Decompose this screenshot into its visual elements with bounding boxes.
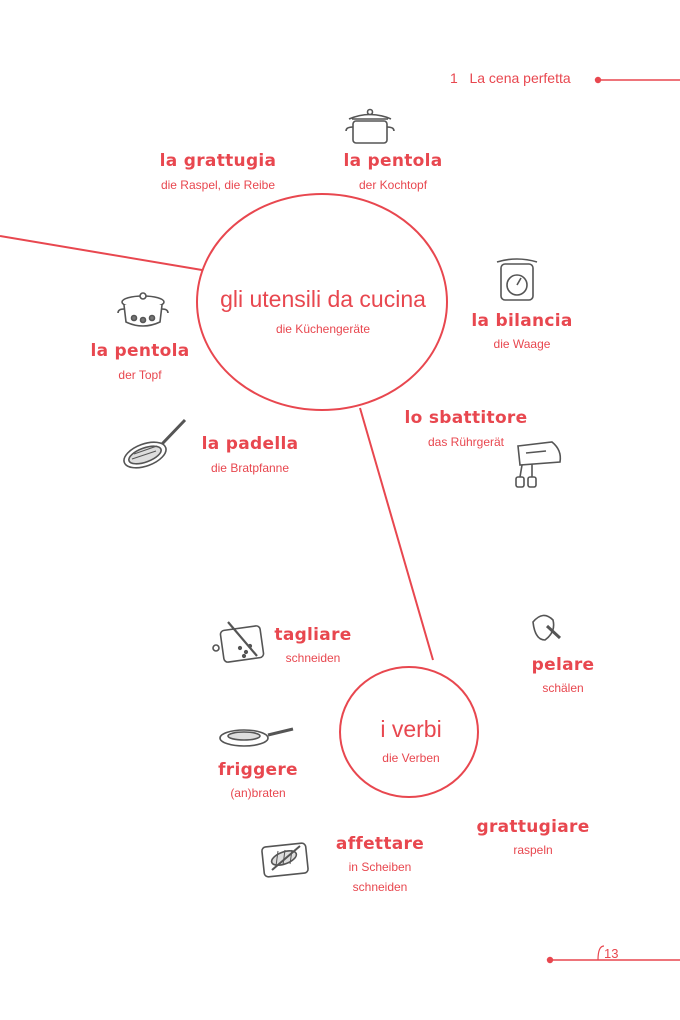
vocab-translation: schälen <box>542 681 584 695</box>
frying-pan-icon <box>220 729 293 746</box>
vocab-translation: die Raspel, die Reibe <box>160 178 276 192</box>
hand-mixer-icon <box>516 442 560 487</box>
vocab-word: affettare <box>335 834 425 854</box>
connector-line <box>360 408 433 660</box>
vocab-word: la pentola <box>343 151 443 171</box>
page-number: 13 <box>604 946 619 961</box>
vocab-translation: raspeln <box>513 843 553 857</box>
vocab-word: la pentola <box>90 341 190 361</box>
kitchen-scale-icon <box>497 259 537 300</box>
vocab-word: tagliare <box>274 625 352 645</box>
cooking-pot-icon <box>118 293 168 326</box>
vocab-translation: das Rührgerät <box>427 435 505 449</box>
vocab-translation: der Topf <box>118 368 162 382</box>
verbs-hub-subtitle: die Verben <box>382 751 440 765</box>
header-dot <box>595 77 601 83</box>
vocab-word: lo sbattitore <box>404 408 528 428</box>
saucepan-icon <box>346 110 394 144</box>
vocab-word: pelare <box>531 655 595 675</box>
peeler-icon <box>533 615 560 640</box>
connector-line <box>0 236 202 270</box>
verbs-hub-title: i verbi <box>380 716 442 742</box>
sliced-food-board-icon <box>262 843 309 877</box>
chapter-number: 1 <box>450 70 458 86</box>
chapter-header <box>450 70 571 86</box>
vocab-word: la padella <box>201 434 299 454</box>
cutting-board-knife-icon <box>213 622 264 663</box>
vocab-translation: der Kochtopf <box>358 178 428 192</box>
frying-pan-icon <box>121 420 185 473</box>
vocab-translation: schneiden <box>285 651 341 665</box>
chapter-title: La cena perfetta <box>469 70 571 86</box>
vocab-translation: in Scheiben schneiden <box>348 860 412 894</box>
footer-dot <box>547 957 553 963</box>
vocab-translation: die Waage <box>493 337 551 351</box>
vocab-word: la bilancia <box>471 311 573 331</box>
vocab-translation: (an)braten <box>230 786 286 800</box>
vocab-word: la grattugia <box>159 151 277 171</box>
vocab-word: friggere <box>218 760 298 780</box>
utensils-hub-subtitle: die Küchengeräte <box>275 322 371 336</box>
vocab-word: grattugiare <box>476 817 590 837</box>
utensils-hub-title: gli utensili da cucina <box>220 286 426 312</box>
vocab-translation: die Bratpfanne <box>210 461 290 475</box>
